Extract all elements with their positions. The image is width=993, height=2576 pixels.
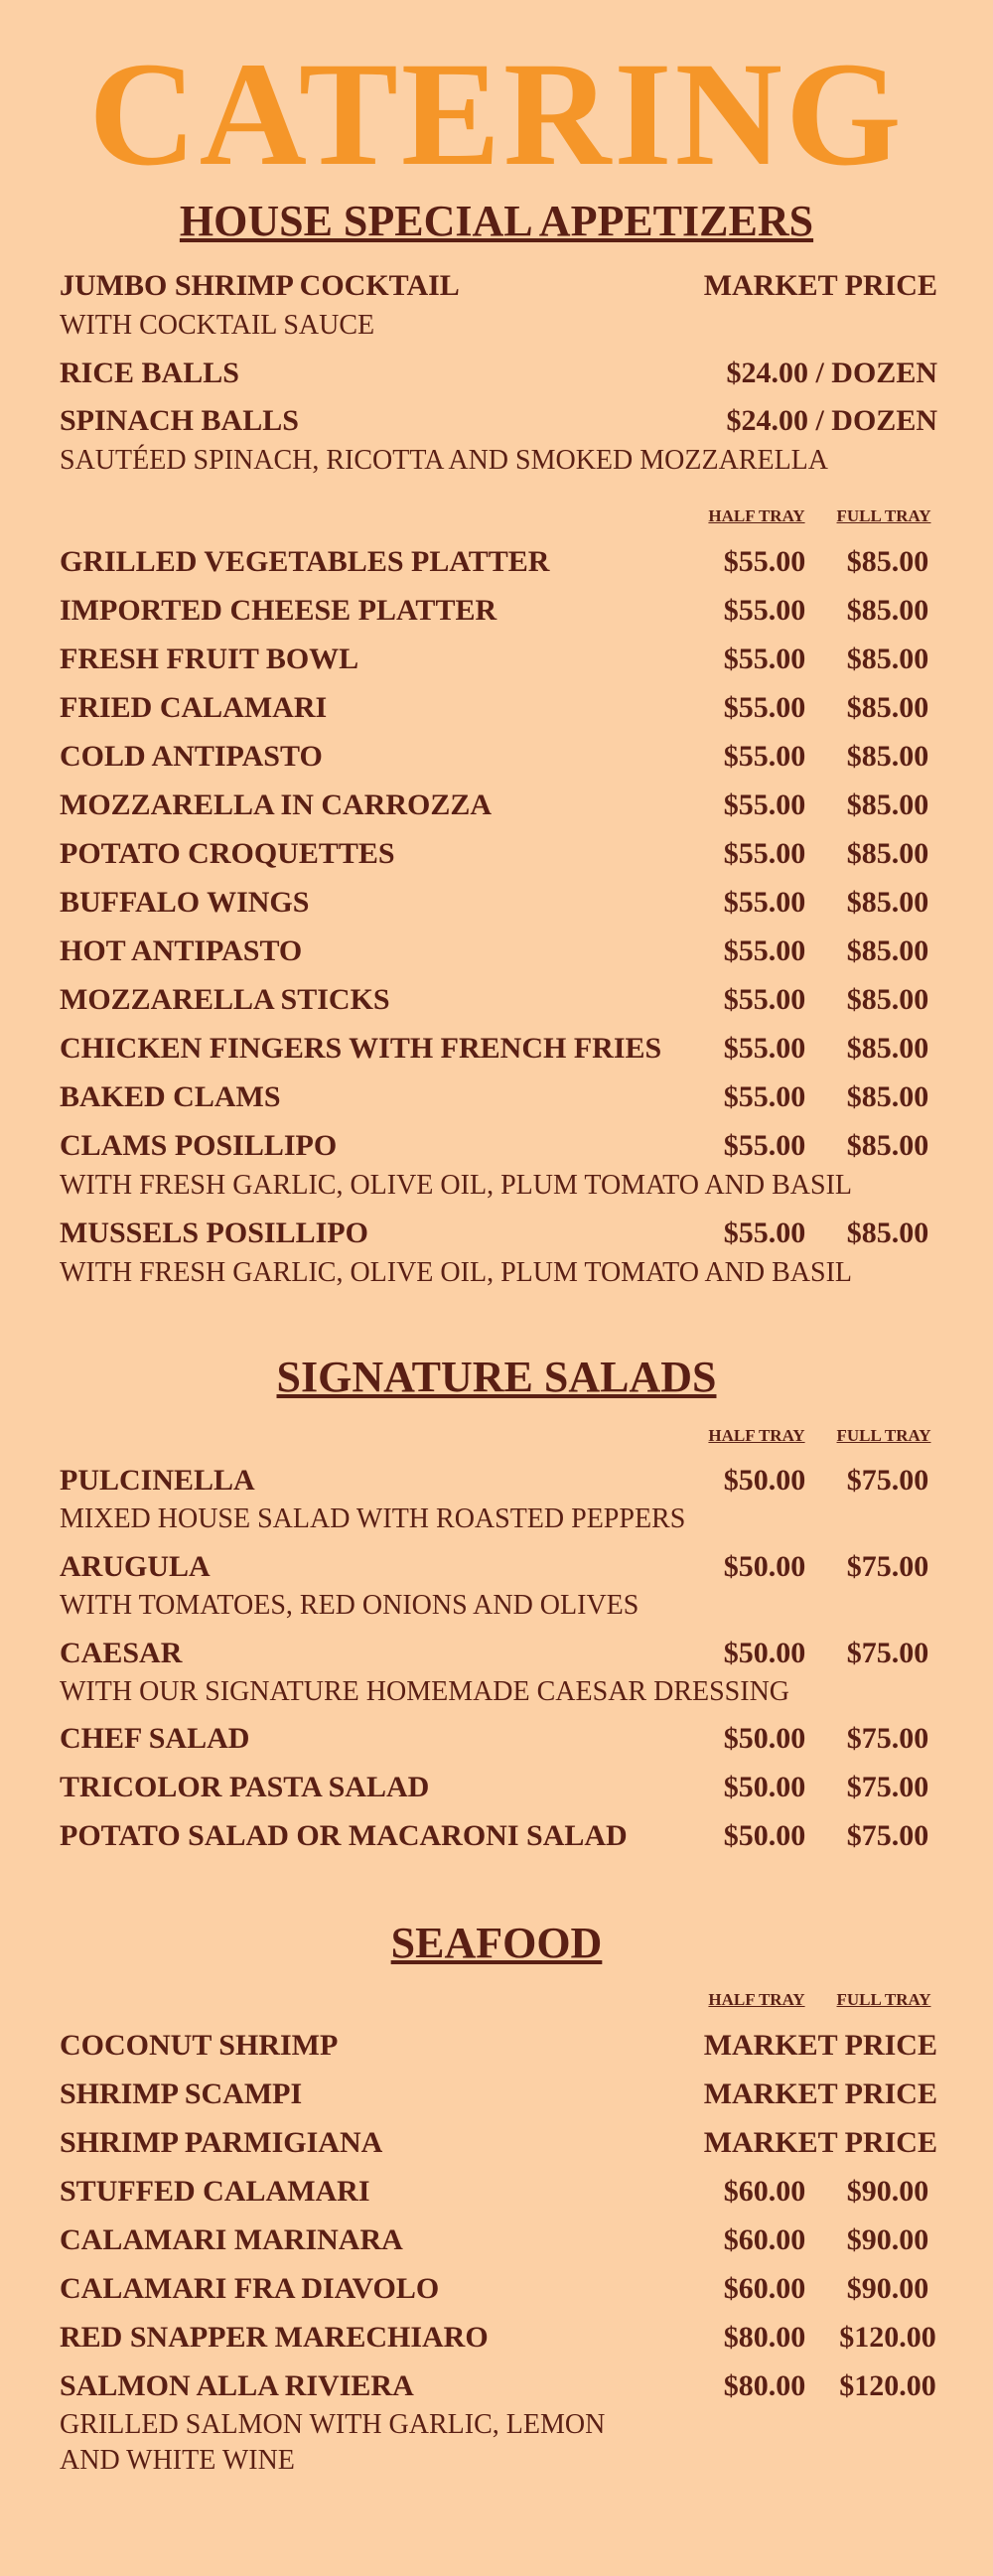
item-price: $24.00 / DOZEN <box>726 404 937 437</box>
item-name: CALAMARI MARINARA <box>60 2223 403 2256</box>
menu-item <box>60 2026 937 2066</box>
full-tray-price: $85.00 <box>846 1080 929 1113</box>
menu-item <box>60 591 937 631</box>
item-name: ARUGULA <box>60 1550 211 1583</box>
item-name: SHRIMP PARMIGIANA <box>60 2126 383 2159</box>
half-tray-price: $55.00 <box>723 545 806 578</box>
half-tray-price: $55.00 <box>723 643 806 675</box>
item-name: FRESH FRUIT BOWL <box>60 643 359 675</box>
full-tray-price: $90.00 <box>846 2223 929 2256</box>
full-tray-price: $85.00 <box>846 643 929 675</box>
half-tray-price: $55.00 <box>723 886 806 919</box>
half-tray-price: $55.00 <box>723 691 806 724</box>
menu-item <box>60 354 937 393</box>
menu-item <box>60 2269 937 2309</box>
half-tray-price: $55.00 <box>723 1032 806 1065</box>
full-tray-price: $85.00 <box>846 886 929 919</box>
half-tray-price: $50.00 <box>723 1464 806 1497</box>
full-tray-price: $75.00 <box>846 1722 929 1755</box>
full-tray-price: $75.00 <box>846 1550 929 1583</box>
menu-item <box>60 2123 937 2163</box>
item-name: RED SNAPPER MARECHIARO <box>60 2321 489 2354</box>
item-name: MUSSELS POSILLIPO <box>60 1216 368 1249</box>
full-tray-price: $75.00 <box>846 1771 929 1803</box>
menu-item <box>60 401 937 441</box>
menu-item <box>60 931 937 971</box>
half-tray-price: $55.00 <box>723 788 806 821</box>
menu-item <box>60 2172 937 2212</box>
half-tray-header: HALF TRAY <box>708 1426 805 1445</box>
half-tray-price: $60.00 <box>723 2223 806 2256</box>
item-name: SHRIMP SCAMPI <box>60 2077 303 2110</box>
menu-item <box>60 1077 937 1117</box>
item-name: JUMBO SHRIMP COCKTAIL <box>60 269 460 302</box>
page-title: CATERING <box>88 32 905 197</box>
full-tray-price: $85.00 <box>846 1032 929 1065</box>
item-name: GRILLED VEGETABLES PLATTER <box>60 545 550 578</box>
half-tray-price: $55.00 <box>723 594 806 627</box>
item-description: WITH FRESH GARLIC, OLIVE OIL, PLUM TOMATO AND BASIL <box>60 1257 853 1288</box>
full-tray-price: $85.00 <box>846 545 929 578</box>
item-name: PULCINELLA <box>60 1464 255 1497</box>
half-tray-price: $55.00 <box>723 837 806 870</box>
item-name: BUFFALO WINGS <box>60 886 310 919</box>
item-name: BAKED CLAMS <box>60 1080 281 1113</box>
full-tray-price: $75.00 <box>846 1464 929 1497</box>
menu-item <box>60 640 937 679</box>
salads-heading: SIGNATURE SALADS <box>276 1353 717 1401</box>
half-tray-header: HALF TRAY <box>708 1990 805 2009</box>
full-tray-price: $120.00 <box>839 2321 936 2354</box>
full-tray-price: $85.00 <box>846 691 929 724</box>
full-tray-price: $85.00 <box>846 934 929 967</box>
item-price: MARKET PRICE <box>703 2077 937 2110</box>
full-tray-price: $85.00 <box>846 788 929 821</box>
menu-item <box>60 266 937 306</box>
item-name: MOZZARELLA STICKS <box>60 983 390 1016</box>
menu-item <box>60 1214 937 1253</box>
menu-item <box>60 834 937 874</box>
menu-item <box>60 688 937 728</box>
item-name: CHEF SALAD <box>60 1722 250 1755</box>
menu-item <box>60 2220 937 2260</box>
menu-item <box>60 2318 937 2358</box>
menu-item <box>60 2366 937 2406</box>
item-name: STUFFED CALAMARI <box>60 2175 370 2208</box>
item-name: SPINACH BALLS <box>60 404 299 437</box>
full-tray-header: FULL TRAY <box>836 1990 931 2009</box>
menu-item <box>60 2075 937 2114</box>
full-tray-price: $90.00 <box>846 2272 929 2305</box>
half-tray-price: $80.00 <box>723 2369 806 2402</box>
menu-item <box>60 883 937 923</box>
item-name: CAESAR <box>60 1637 183 1669</box>
item-description: AND WHITE WINE <box>60 2445 295 2476</box>
menu-item <box>60 980 937 1020</box>
full-tray-price: $75.00 <box>846 1819 929 1852</box>
item-price: MARKET PRICE <box>703 2126 937 2159</box>
half-tray-price: $55.00 <box>723 934 806 967</box>
item-price: MARKET PRICE <box>703 2029 937 2062</box>
item-description: WITH COCKTAIL SAUCE <box>60 310 375 341</box>
menu-item <box>60 1461 937 1501</box>
full-tray-price: $85.00 <box>846 1129 929 1162</box>
half-tray-price: $55.00 <box>723 1080 806 1113</box>
half-tray-price: $60.00 <box>723 2175 806 2208</box>
item-price: $24.00 / DOZEN <box>726 357 937 389</box>
half-tray-price: $50.00 <box>723 1819 806 1852</box>
menu-item <box>60 737 937 777</box>
item-price: MARKET PRICE <box>703 269 937 302</box>
item-name: COLD ANTIPASTO <box>60 740 323 773</box>
half-tray-price: $55.00 <box>723 740 806 773</box>
menu-item <box>60 1634 937 1673</box>
menu-item <box>60 1126 937 1166</box>
half-tray-price: $55.00 <box>723 983 806 1016</box>
menu-item <box>60 1816 937 1856</box>
item-name: COCONUT SHRIMP <box>60 2029 339 2062</box>
menu-item <box>60 786 937 825</box>
item-name: MOZZARELLA IN CARROZZA <box>60 788 493 821</box>
full-tray-price: $85.00 <box>846 740 929 773</box>
full-tray-price: $85.00 <box>846 983 929 1016</box>
item-name: CALAMARI FRA DIAVOLO <box>60 2272 440 2305</box>
menu-item <box>60 1029 937 1069</box>
item-name: CLAMS POSILLIPO <box>60 1129 338 1162</box>
menu-item <box>60 542 937 582</box>
half-tray-price: $50.00 <box>723 1771 806 1803</box>
item-description: MIXED HOUSE SALAD WITH ROASTED PEPPERS <box>60 1503 686 1534</box>
item-description: GRILLED SALMON WITH GARLIC, LEMON <box>60 2409 606 2440</box>
full-tray-price: $85.00 <box>846 1216 929 1249</box>
item-description: WITH OUR SIGNATURE HOMEMADE CAESAR DRESSING <box>60 1676 790 1707</box>
half-tray-price: $55.00 <box>723 1129 806 1162</box>
appetizers-heading: HOUSE SPECIAL APPETIZERS <box>179 197 814 245</box>
full-tray-header: FULL TRAY <box>836 506 931 525</box>
item-description: WITH FRESH GARLIC, OLIVE OIL, PLUM TOMATO AND BASIL <box>60 1170 853 1201</box>
full-tray-price: $85.00 <box>846 837 929 870</box>
half-tray-price: $50.00 <box>723 1722 806 1755</box>
half-tray-header: HALF TRAY <box>708 506 805 525</box>
full-tray-price: $75.00 <box>846 1637 929 1669</box>
item-name: POTATO SALAD OR MACARONI SALAD <box>60 1819 628 1852</box>
half-tray-price: $60.00 <box>723 2272 806 2305</box>
item-description: WITH TOMATOES, RED ONIONS AND OLIVES <box>60 1590 639 1621</box>
item-name: POTATO CROQUETTES <box>60 837 395 870</box>
item-name: FRIED CALAMARI <box>60 691 328 724</box>
full-tray-price: $120.00 <box>839 2369 936 2402</box>
item-name: IMPORTED CHEESE PLATTER <box>60 594 497 627</box>
item-name: TRICOLOR PASTA SALAD <box>60 1771 430 1803</box>
item-name: CHICKEN FINGERS WITH FRENCH FRIES <box>60 1032 662 1065</box>
half-tray-price: $55.00 <box>723 1216 806 1249</box>
full-tray-header: FULL TRAY <box>836 1426 931 1445</box>
full-tray-price: $85.00 <box>846 594 929 627</box>
menu-item <box>60 1719 937 1759</box>
item-name: RICE BALLS <box>60 357 239 389</box>
half-tray-price: $50.00 <box>723 1637 806 1669</box>
menu-item <box>60 1768 937 1807</box>
seafood-heading: SEAFOOD <box>390 1919 603 1967</box>
half-tray-price: $80.00 <box>723 2321 806 2354</box>
full-tray-price: $90.00 <box>846 2175 929 2208</box>
item-description: SAUTÉED SPINACH, RICOTTA AND SMOKED MOZZARELLA <box>60 445 828 476</box>
menu-item <box>60 1547 937 1587</box>
half-tray-price: $50.00 <box>723 1550 806 1583</box>
item-name: HOT ANTIPASTO <box>60 934 303 967</box>
item-name: SALMON ALLA RIVIERA <box>60 2369 414 2402</box>
